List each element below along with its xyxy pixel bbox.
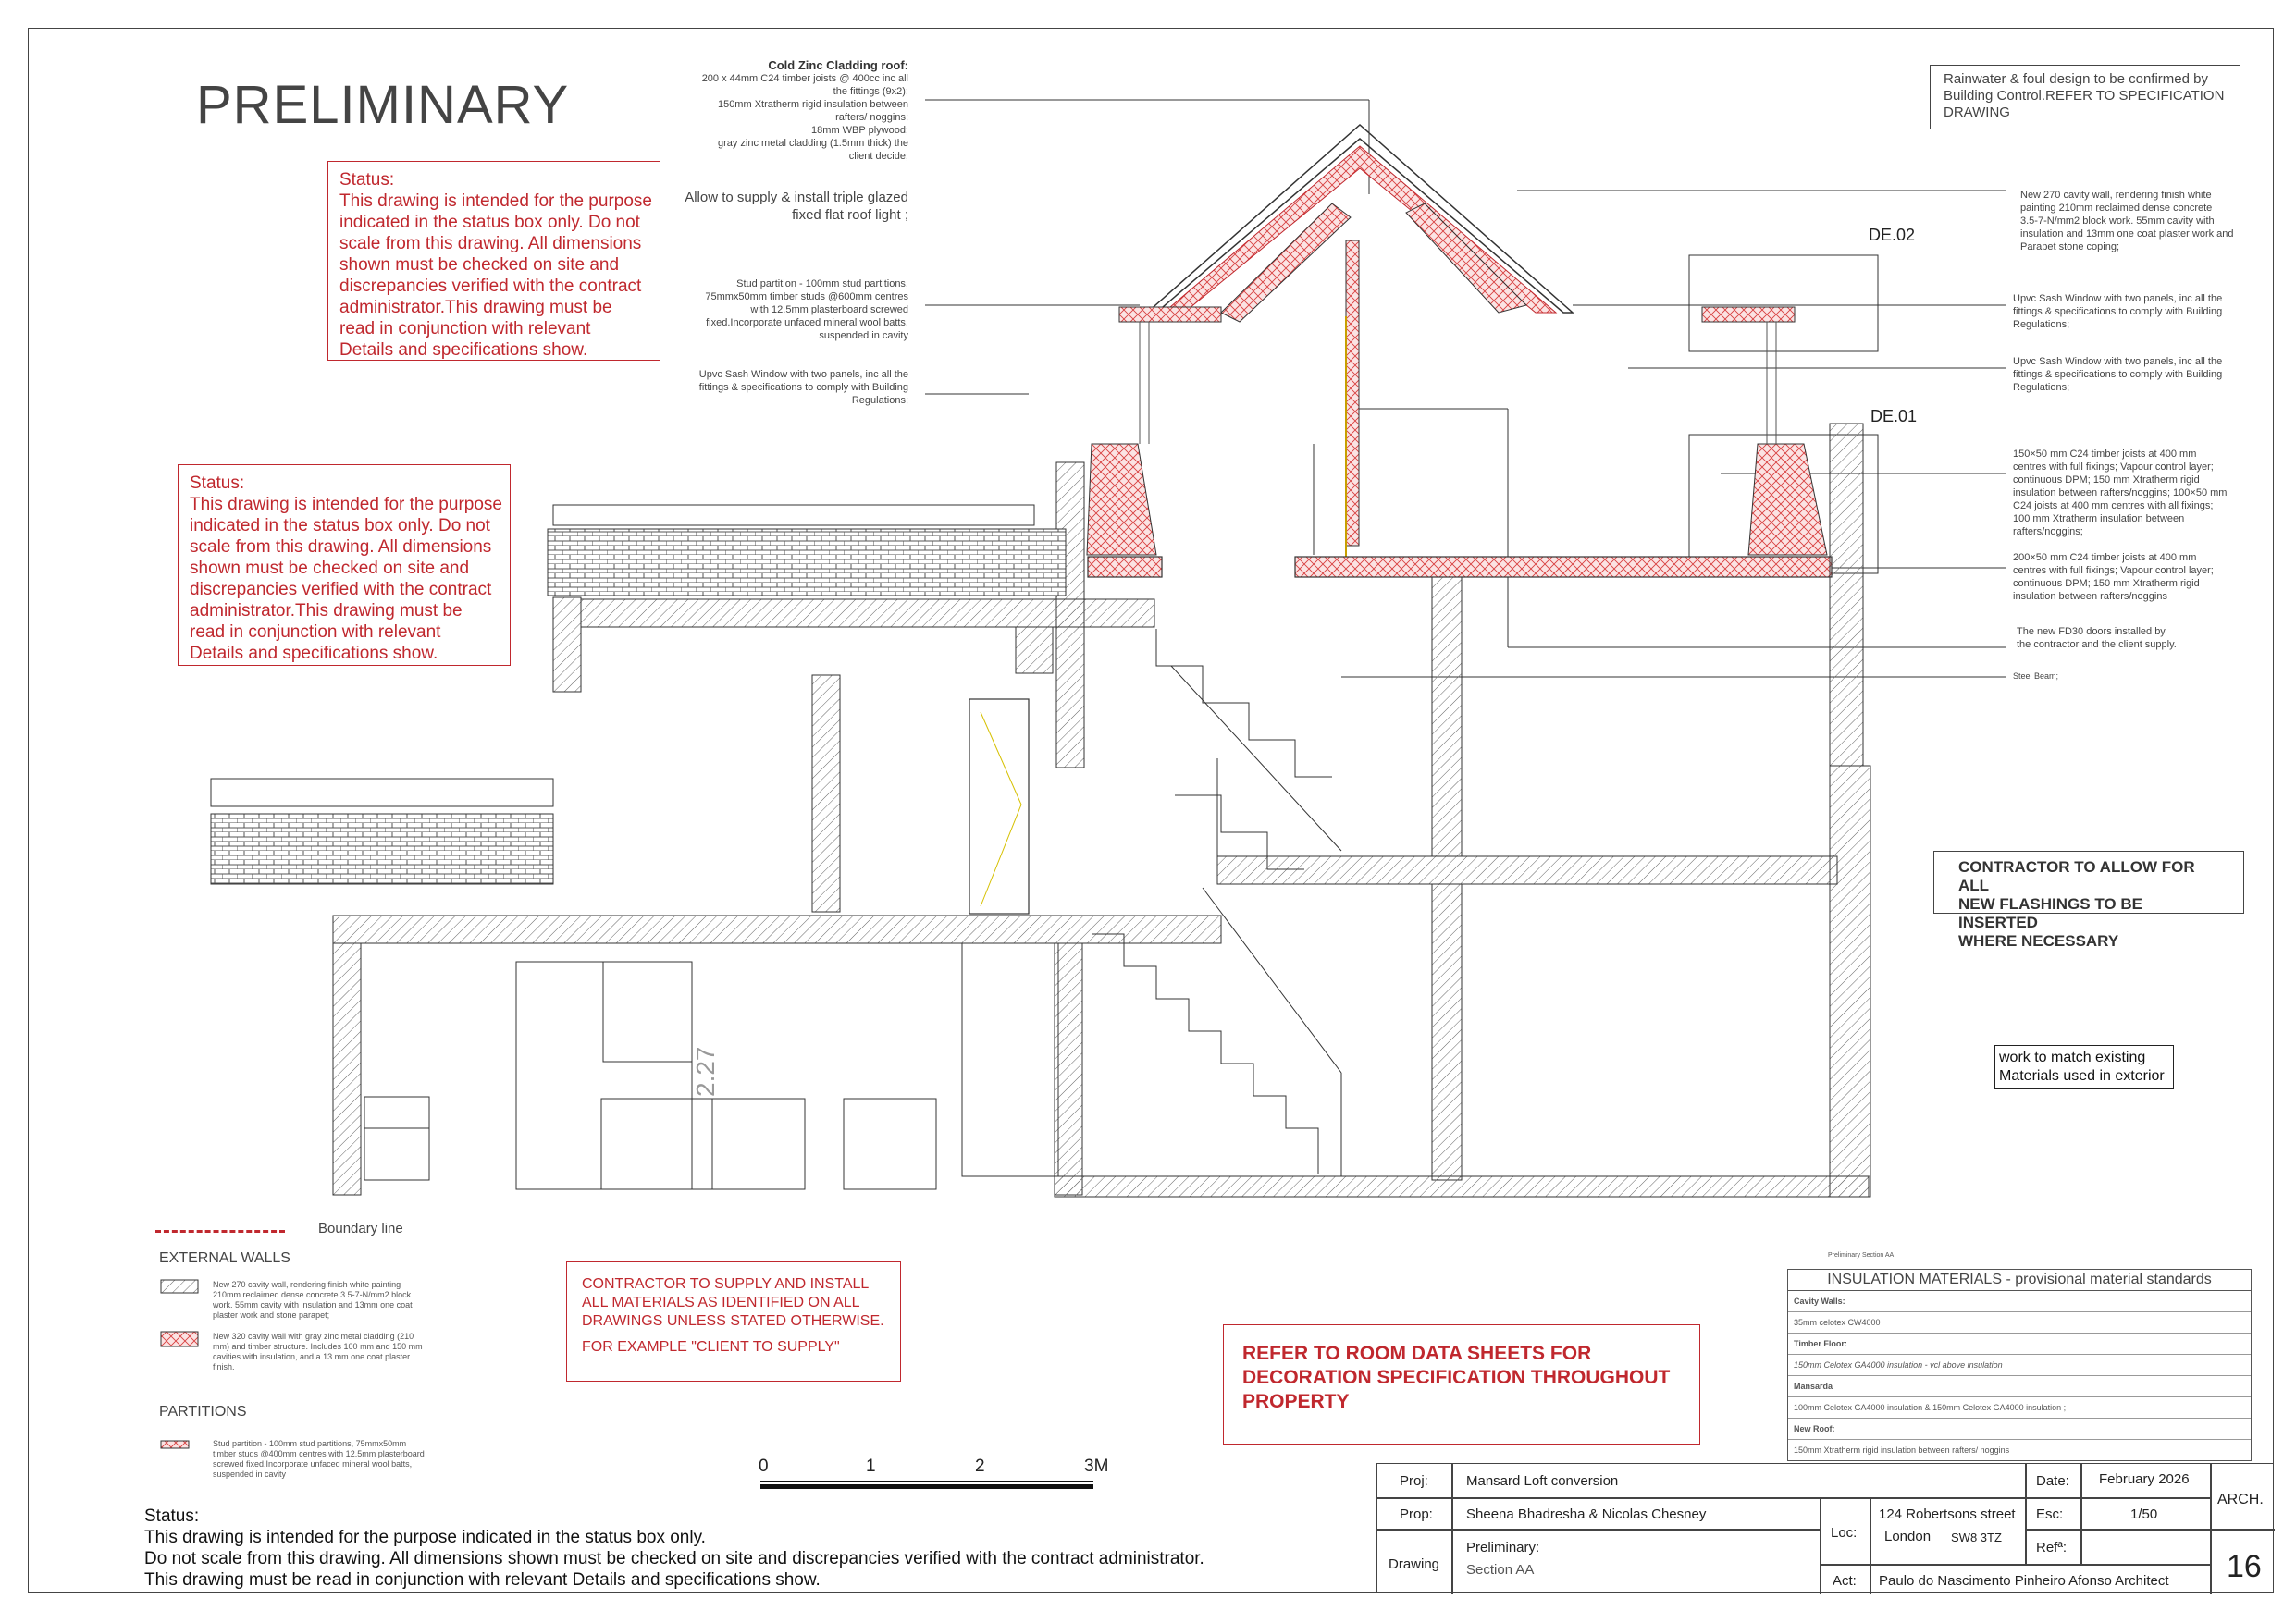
- legend-external-walls-heading: EXTERNAL WALLS: [159, 1250, 290, 1266]
- structure: [333, 577, 1869, 1197]
- legend-line: cavities with insulation, and a 13 mm one coat plaster: [213, 1352, 411, 1361]
- legend-boundary-label: Boundary line: [318, 1221, 403, 1236]
- insulation-row: Cavity Walls:: [1788, 1291, 2251, 1312]
- status-line: administrator.This drawing must be: [339, 298, 612, 317]
- roof-note-line: client decide;: [848, 151, 908, 162]
- insulation-table: [1787, 1269, 2252, 1461]
- scale-label: 2: [975, 1457, 985, 1476]
- scale-label: 3M: [1084, 1457, 1109, 1476]
- loft-floor: [1295, 557, 1832, 577]
- note-line: fittings & specifications to comply with Building: [2013, 306, 2223, 317]
- insulation-row: 35mm celotex CW4000: [1788, 1312, 2251, 1334]
- dormer-cheeks: [1087, 322, 1827, 555]
- loc-value-1: 124 Robertsons street: [1879, 1506, 2016, 1522]
- note-line: continuous DPM; 150 mm Xtratherm rigid: [2013, 474, 2200, 486]
- status-line: indicated in the status box only. Do not: [339, 213, 640, 232]
- sash-line: Upvc Sash Window with two panels, inc all the: [698, 369, 908, 380]
- legend-line: screwed fixed.Incorporate unfaced mineral wool batts,: [213, 1459, 413, 1469]
- esc-value: 1/50: [2130, 1506, 2158, 1522]
- status-line: Status:: [339, 170, 395, 190]
- insulation-header: INSULATION MATERIALS - provisional material standards: [1788, 1270, 2251, 1291]
- status-line: This drawing is intended for the purpose: [190, 495, 502, 514]
- note-line: 3.5-7-N/mm2 block work. 55mm cavity with: [2020, 215, 2215, 227]
- status-line: discrepancies verified with the contract: [190, 580, 492, 599]
- status-bottom-line: This drawing is intended for the purpose indicated in the status box only.: [144, 1528, 706, 1547]
- status-bottom: [144, 1506, 1204, 1591]
- status-line: scale from this drawing. All dimensions: [190, 537, 492, 557]
- legend-swatch-270: [161, 1280, 198, 1293]
- roof-note-title: Cold Zinc Cladding roof:: [768, 58, 908, 72]
- status-bottom-line: Do not scale from this drawing. All dimensions shown must be checked on site and discrepancies verified with the contract administrator.: [144, 1549, 1204, 1568]
- legend-line: finish.: [213, 1362, 235, 1371]
- supply-line: FOR EXAMPLE "CLIENT TO SUPPLY": [582, 1339, 840, 1355]
- flashings-line: WHERE NECESSARY: [1958, 932, 2119, 950]
- contractor-flashings-note: [1933, 851, 2244, 950]
- roof-note-line: gray zinc metal cladding (1.5mm thick) the: [717, 138, 908, 149]
- status-line: read in conjunction with relevant: [339, 319, 591, 338]
- drawing-label: Drawing: [1389, 1556, 1440, 1572]
- flashings-line: CONTRACTOR TO ALLOW FOR ALL: [1958, 858, 2195, 894]
- insulation-row: 150mm Celotex GA4000 insulation - vcl above insulation: [1788, 1355, 2251, 1376]
- stud-line: 75mmx50mm timber studs @600mm centres: [705, 291, 908, 302]
- status-line: Details and specifications show.: [190, 644, 438, 663]
- refer-room-data-box: [1223, 1324, 1700, 1445]
- status-line: discrepancies verified with the contract: [339, 277, 642, 296]
- note-line: Regulations;: [2013, 319, 2070, 330]
- detail-ref-de02: DE.02: [1869, 226, 1916, 244]
- status-line: read in conjunction with relevant: [190, 622, 441, 642]
- legend-swatch-partition: [161, 1441, 189, 1448]
- legend-line: New 320 cavity wall with gray zinc metal cladding (210: [213, 1332, 414, 1341]
- proj-label: Proj:: [1400, 1473, 1428, 1489]
- legend-line: suspended in cavity: [213, 1469, 287, 1479]
- status-line: shown must be checked on site and: [190, 559, 470, 578]
- prop-value: Sheena Bhadresha & Nicolas Chesney: [1466, 1506, 1707, 1522]
- note-line: Regulations;: [2013, 382, 2070, 393]
- work-match-line: Materials used in exterior: [1999, 1068, 2165, 1084]
- note-line: New 270 cavity wall, rendering finish white: [2020, 190, 2212, 201]
- status-line: shown must be checked on site and: [339, 255, 620, 275]
- refer-line: DECORATION SPECIFICATION THROUGHOUT: [1242, 1367, 1671, 1388]
- refer-line: REFER TO ROOM DATA SHEETS FOR: [1242, 1343, 1592, 1364]
- date-value: February 2026: [2099, 1471, 2190, 1487]
- note-line: centres with full fixings; Vapour control layer;: [2013, 461, 2214, 473]
- note-line: insulation between rafters/noggins; 100×50 mm: [2013, 487, 2228, 498]
- supply-line: CONTRACTOR TO SUPPLY AND INSTALL: [582, 1276, 870, 1292]
- detail-box-de02: [1689, 255, 1878, 351]
- roof-note-line: 18mm WBP plywood;: [811, 125, 908, 136]
- insulation-row: Timber Floor:: [1788, 1334, 2251, 1355]
- stud-line: Stud partition - 100mm stud partitions,: [736, 278, 908, 289]
- supply-line: DRAWINGS UNLESS STATED OTHERWISE.: [582, 1313, 884, 1329]
- drawing-value-1: Preliminary:: [1466, 1540, 1540, 1555]
- contractor-supply-box: [566, 1261, 901, 1382]
- detail-ref-de01: DE.01: [1870, 407, 1918, 425]
- note-line: Upvc Sash Window with two panels, inc all the: [2013, 356, 2223, 367]
- dimension-label: 2.27: [691, 1046, 720, 1097]
- note-line: insulation between rafters/noggins: [2013, 591, 2167, 602]
- legend-line: plaster work and stone parapet;: [213, 1310, 330, 1320]
- scale-bar-line: [760, 1484, 1093, 1489]
- stud-line: suspended in cavity: [819, 330, 908, 341]
- note-line: insulation and 13mm one coat plaster work and: [2020, 228, 2234, 240]
- legend-swatch-320: [161, 1332, 198, 1346]
- legend-wall-270-text: [213, 1280, 413, 1321]
- tiled-roof-lower: [211, 814, 553, 884]
- legend-line: timber studs @400mm centres with 12.5mm plasterboard: [213, 1449, 425, 1458]
- roof-note-line: the fittings (9x2);: [833, 86, 908, 97]
- date-label: Date:: [2036, 1473, 2069, 1489]
- sash-line: fittings & specifications to comply with Building: [698, 382, 908, 393]
- postcode-value: SW8 3TZ: [1951, 1531, 2002, 1544]
- note-line: rafters/noggins;: [2013, 526, 2083, 537]
- roof-note-line: 150mm Xtratherm rigid insulation between: [717, 99, 908, 110]
- boundary-line-swatch: [155, 1230, 285, 1235]
- note-line: continuous DPM; 150 mm Xtratherm rigid: [2013, 578, 2200, 589]
- legend-partitions-heading: PARTITIONS: [159, 1404, 247, 1420]
- rooflight-line: Allow to supply & install triple glazed: [685, 190, 908, 205]
- insulation-row: 150mm Xtratherm rigid insulation between rafters/ noggins: [1794, 1445, 2010, 1455]
- status-line: indicated in the status box only. Do not: [190, 516, 490, 535]
- note-line: 200×50 mm C24 timber joists at 400 mm: [2013, 552, 2197, 563]
- legend-line: New 270 cavity wall, rendering finish white painting: [213, 1280, 401, 1289]
- roof-note-line: rafters/ noggins;: [835, 112, 908, 123]
- note-line: fittings & specifications to comply with Building: [2013, 369, 2223, 380]
- legend-wall-320-text: [213, 1332, 423, 1372]
- stud-line: fixed.Incorporate unfaced mineral wool batts,: [706, 317, 908, 328]
- status-line: This drawing is intended for the purpose: [339, 191, 652, 211]
- sash-line: Regulations;: [851, 395, 908, 406]
- legend-line: mm) and timber structure. Includes 100 mm and 150 mm: [213, 1342, 423, 1351]
- roof-note-line: 200 x 44mm C24 timber joists @ 400cc inc all: [701, 73, 908, 84]
- scale-bar: [759, 1457, 1110, 1494]
- act-value: Paulo do Nascimento Pinheiro Afonso Architect: [1879, 1573, 2169, 1589]
- status-bottom-line: This drawing must be read in conjunction with relevant Details and specifications show.: [144, 1570, 821, 1590]
- scale-bar-line: [760, 1481, 1093, 1482]
- work-match-note: [1994, 1045, 2174, 1089]
- insulation-row: New Roof:: [1788, 1419, 2251, 1440]
- note-line: 150×50 mm C24 timber joists at 400 mm: [2013, 449, 2197, 460]
- status-line: scale from this drawing. All dimensions: [339, 234, 642, 253]
- scale-label: 1: [866, 1457, 876, 1476]
- internal-door: [969, 699, 1029, 914]
- rainwater-line: Rainwater & foul design to be confirmed by: [1944, 71, 2208, 87]
- rainwater-line: DRAWING: [1944, 105, 2010, 120]
- work-match-line: work to match existing: [1999, 1050, 2146, 1065]
- status-line: Details and specifications show.: [339, 340, 588, 360]
- scale-label: 0: [759, 1457, 769, 1476]
- insulation-caption: Preliminary Section AA: [1828, 1252, 1895, 1259]
- note-line: C24 joists at 400 mm centres with all fixings;: [2013, 500, 2214, 511]
- legend-line: work. 55mm cavity with insulation and 13mm one coat: [213, 1300, 413, 1309]
- preliminary-title: PRELIMINARY: [196, 75, 570, 135]
- esc-label: Esc:: [2036, 1506, 2064, 1522]
- note-line: 100 mm Xtratherm insulation between: [2013, 513, 2185, 524]
- tiled-roof-upper: [548, 529, 1066, 596]
- title-block: [1376, 1463, 2274, 1593]
- ref-label: Refª:: [2036, 1540, 2068, 1555]
- note-line: painting 210mm reclaimed dense concrete: [2020, 203, 2213, 214]
- legend-partition-text: [213, 1439, 425, 1480]
- drawing-value-2: Section AA: [1466, 1562, 1535, 1578]
- status-bottom-line: Status:: [144, 1506, 200, 1526]
- legend-line: Stud partition - 100mm stud partitions, 75mmx50mm: [213, 1439, 407, 1448]
- note-line: Parapet stone coping;: [2020, 241, 2120, 252]
- note-line: centres with full fixings; Vapour control layer;: [2013, 565, 2214, 576]
- note-line: The new FD30 doors installed by: [2017, 626, 2166, 637]
- note-line: Upvc Sash Window with two panels, inc all the: [2013, 293, 2223, 304]
- arch-label: ARCH.: [2217, 1492, 2264, 1507]
- loc-label: Loc:: [1831, 1525, 1858, 1541]
- note-line: the contractor and the client supply.: [2017, 639, 2177, 650]
- steel-beam-note: Steel Beam;: [2013, 671, 2059, 681]
- rooflight-line: fixed flat roof light ;: [792, 207, 908, 223]
- loc-value-2: London: [1884, 1529, 1932, 1544]
- rainwater-line: Building Control.REFER TO SPECIFICATION: [1944, 88, 2225, 104]
- insulation-row: 100mm Celotex GA4000 insulation & 150mm Celotex GA4000 insulation ;: [1788, 1397, 2251, 1419]
- supply-line: ALL MATERIALS AS IDENTIFIED ON ALL: [582, 1295, 860, 1310]
- status-line: administrator.This drawing must be: [190, 601, 463, 621]
- act-label: Act:: [1833, 1573, 1857, 1589]
- insulation-row: Mansarda: [1788, 1376, 2251, 1397]
- flashings-line: NEW FLASHINGS TO BE INSERTED: [1958, 895, 2142, 931]
- refer-line: PROPERTY: [1242, 1391, 1350, 1412]
- status-line: Status:: [190, 473, 245, 493]
- prop-label: Prop:: [1400, 1506, 1433, 1522]
- proj-value: Mansard Loft conversion: [1466, 1473, 1619, 1489]
- legend-line: 210mm reclaimed dense concrete 3.5-7-N/mm2 block: [213, 1290, 412, 1299]
- stud-line: with 12.5mm plasterboard screwed: [750, 304, 908, 315]
- sheet-number: 16: [2227, 1549, 2262, 1584]
